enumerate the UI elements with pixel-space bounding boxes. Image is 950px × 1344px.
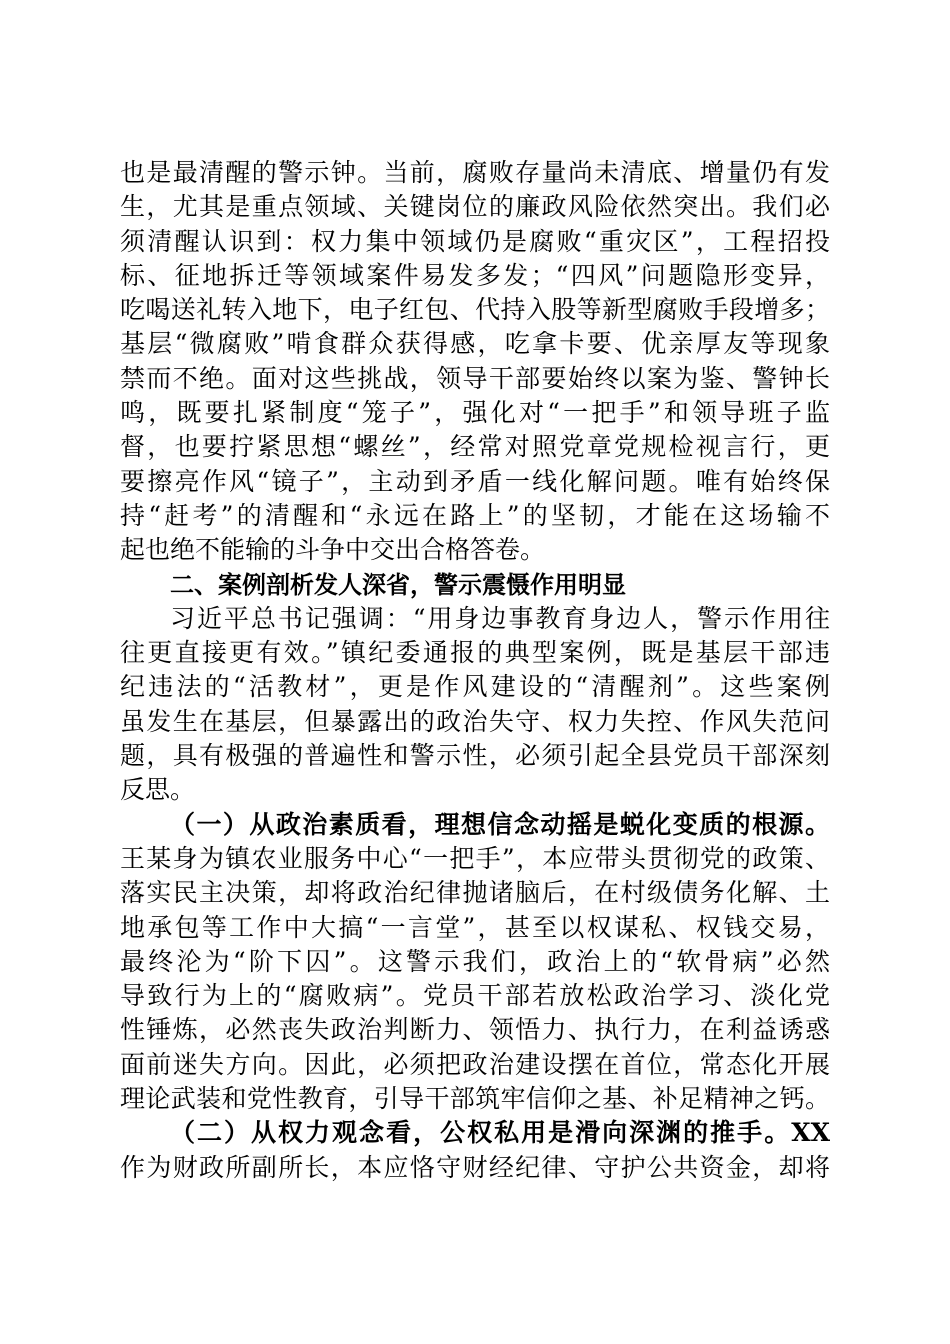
paragraph-line: 作为财政所副所长，本应恪守财经纪律、守护公共资金，却将: [120, 1152, 830, 1182]
paragraph-line: 王某身为镇农业服务中心“一把手”，本应带头贯彻党的政策、: [120, 843, 830, 873]
paragraph-line: 基层“微腐败”啃食群众获得感，吃拿卡要、优亲厚友等现象: [120, 329, 830, 359]
paragraph-line: 标、征地拆迁等领域案件易发多发；“四风”问题隐形变异，: [120, 260, 830, 290]
paragraph-line: 理论武装和党性教育，引导干部筑牢信仰之基、补足精神之钙。: [120, 1084, 830, 1114]
paragraph-line: 面前迷失方向。因此，必须把政治建设摆在首位，常态化开展: [120, 1049, 830, 1079]
paragraph-last-line: 起也绝不能输的斗争中交出合格答卷。: [120, 535, 546, 565]
paragraph-line: 纪违法的“活教材”，更是作风建设的“清醒剂”。这些案例: [120, 672, 830, 702]
paragraph-line: 须清醒认识到：权力集中领域仍是腐败“重灾区”，工程招投: [120, 226, 830, 256]
subsection-heading-line: （二）从权力观念看，公权私用是滑向深渊的推手。XX: [170, 1118, 830, 1148]
paragraph-first-line: 习近平总书记强调：“用身边事教育身边人，警示作用往: [170, 603, 830, 633]
paragraph-line: 吃喝送礼转入地下，电子红包、代持入股等新型腐败手段增多；: [120, 295, 830, 325]
paragraph-line: 生，尤其是重点领域、关键岗位的廉政风险依然突出。我们必: [120, 192, 830, 222]
paragraph-line: 性锤炼，必然丧失政治判断力、领悟力、执行力，在利益诱惑: [120, 1015, 830, 1045]
subsection-heading-line: （一）从政治素质看，理想信念动摇是蜕化变质的根源。: [170, 809, 830, 839]
paragraph-line: 落实民主决策，却将政治纪律抛诸脑后，在村级债务化解、土: [120, 878, 830, 908]
paragraph-line: 禁而不绝。面对这些挑战，领导干部要始终以案为鉴、警钟长: [120, 363, 830, 393]
paragraph-line: 虽发生在基层，但暴露出的政治失守、权力失控、作风失范问: [120, 706, 830, 736]
paragraph-last-line: 反思。: [120, 775, 196, 805]
paragraph-line: 督，也要拧紧思想“螺丝”，经常对照党章党规检视言行，更: [120, 432, 830, 462]
paragraph-line: 最终沦为“阶下囚”。这警示我们，政治上的“软骨病”必然: [120, 946, 830, 976]
paragraph-line: 持“赶考”的清醒和“永远在路上”的坚韧，才能在这场输不: [120, 500, 830, 530]
paragraph-line: 鸣，既要扎紧制度“笼子”，强化对“一把手”和领导班子监: [120, 398, 830, 428]
paragraph-line: 导致行为上的“腐败病”。党员干部若放松政治学习、淡化党: [120, 981, 830, 1011]
section-heading: 二、案例剖析发人深省，警示震慑作用明显: [170, 570, 626, 599]
paragraph-line: 也是最清醒的警示钟。当前，腐败存量尚未清底、增量仍有发: [120, 158, 830, 187]
paragraph-line: 往更直接更有效。”镇纪委通报的典型案例，既是基层干部违: [120, 638, 830, 668]
paragraph-line: 地承包等工作中大搞“一言堂”，甚至以权谋私、权钱交易，: [120, 912, 830, 942]
paragraph-line: 要擦亮作风“镜子”，主动到矛盾一线化解问题。唯有始终保: [120, 466, 830, 496]
paragraph-line: 题，具有极强的普遍性和警示性，必须引起全县党员干部深刻: [120, 741, 830, 771]
